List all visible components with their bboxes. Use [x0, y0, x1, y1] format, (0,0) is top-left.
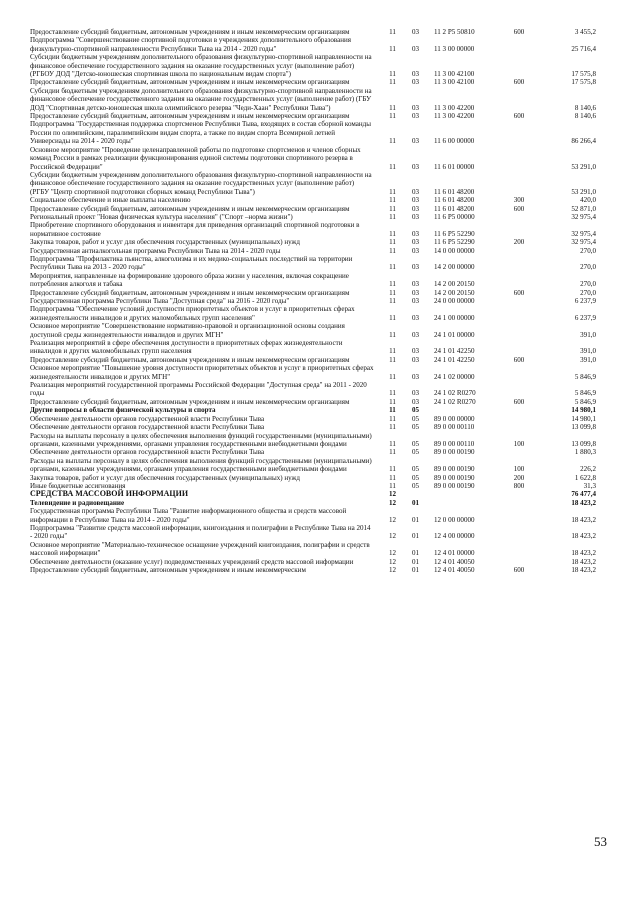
row-target-article-cell: 12 4 01 00000	[434, 549, 475, 558]
row-section-cell: 11	[389, 473, 396, 482]
row-expense-type-cell	[498, 541, 540, 558]
table-row	[30, 415, 596, 423]
row-amount-cell: 1 880,3	[574, 448, 596, 457]
row-subsection-cell: 03	[411, 103, 420, 112]
row-name-cell: Реализация мероприятий в сфере обеспечения доступности в приоритетных сферах жизнедеятельности инвалидов и других маломобильных групп населения	[30, 339, 343, 356]
table-row	[30, 36, 596, 53]
row-target-article-cell	[428, 406, 498, 414]
row-section-cell: 11	[389, 78, 396, 87]
row-subsection-cell: 01	[411, 498, 420, 507]
row-target-article-cell: 11 3 00 00000	[434, 44, 475, 53]
row-subsection-cell: 03	[411, 204, 420, 213]
row-section-cell: 11	[389, 187, 396, 196]
table-row	[30, 448, 596, 456]
row-amount-cell: 53 291,0	[571, 187, 596, 196]
row-subsection-cell: 01	[411, 557, 420, 566]
row-expense-type-cell	[498, 53, 540, 78]
table-row	[30, 28, 596, 36]
row-name-cell: Основное мероприятие "Повышение уровня доступности приоритетных объектов и услуг в приоритетных сферах жизнедеятельности инвалидов и других МГН"	[30, 364, 374, 381]
row-name-cell: Предоставление субсидий бюджетным, автономным учреждениям и иным некоммерческим организациям	[30, 78, 350, 87]
row-amount-cell: 420,0	[580, 196, 596, 205]
row-name-cell: Предоставление субсидий бюджетным, автономным учреждениям и иным некоммерческим организациям	[30, 204, 350, 213]
row-amount-cell: 8 140,6	[574, 112, 596, 121]
row-target-article-cell: 24 1 02 R0270	[434, 389, 476, 398]
row-amount-cell: 8 140,6	[574, 103, 596, 112]
row-target-article-cell: 11 6 01 48200	[434, 204, 475, 213]
row-target-article-cell: 89 0 00 00110	[434, 423, 475, 432]
row-subsection-cell: 05	[411, 465, 420, 474]
row-target-article-cell: 11 6 P5 00000	[434, 212, 475, 221]
row-name-cell: Предоставление субсидий бюджетным, автономным учреждениям и иным некоммерческим организациям	[30, 397, 350, 406]
row-subsection-cell: 03	[411, 397, 420, 406]
row-expense-type-cell: 800	[513, 481, 525, 490]
row-name-cell: Телевидение и радиовещание	[30, 498, 125, 507]
table-row	[30, 305, 596, 322]
row-name-cell: Предоставление субсидий бюджетным, автономным учреждениям и иным некоммерческим организациям	[30, 288, 350, 297]
row-target-article-cell: 11 6 P5 52290	[434, 229, 475, 238]
row-section-cell: 11	[389, 112, 396, 121]
row-subsection-cell: 03	[411, 263, 420, 272]
row-subsection-cell: 03	[411, 355, 420, 364]
budget-page	[30, 28, 596, 574]
table-row	[30, 432, 596, 449]
table-row	[30, 78, 596, 86]
row-name-cell: Приобретение спортивного оборудования и инвентаря для приведения организаций спортивной подготовки в нормативное состояние	[30, 221, 360, 238]
row-target-article-cell: 12 0 00 00000	[434, 515, 475, 524]
row-name-cell: Подпрограмма "Развитие средств массовой информации, книгоиздания и полиграфии в Республике Тыва на 2014 - 2020 годы"	[30, 523, 371, 541]
table-row	[30, 398, 596, 406]
row-expense-type-cell	[498, 322, 540, 339]
row-amount-cell: 17 575,8	[571, 78, 596, 87]
row-target-article-cell: 24 1 01 00000	[434, 330, 475, 339]
row-expense-type-cell: 100	[513, 439, 525, 448]
row-expense-type-cell	[498, 381, 540, 398]
row-section-cell: 12	[388, 532, 397, 541]
row-name-cell: Государственная антиалкогольная программа Республики Тыва на 2014 - 2020 годы	[30, 246, 281, 255]
row-target-article-cell: 24 0 00 00000	[434, 297, 475, 305]
row-target-article-cell: 11 6 00 00000	[434, 137, 475, 146]
row-section-cell: 11	[389, 406, 396, 415]
row-section-cell: 12	[388, 515, 397, 524]
row-section-cell: 11	[389, 297, 396, 305]
table-row	[30, 406, 596, 414]
row-expense-type-cell	[498, 213, 540, 221]
row-amount-cell: 76 477,4	[571, 490, 596, 499]
row-target-article-cell: 11 3 00 42100	[434, 70, 475, 79]
row-amount-cell: 14 980,1	[571, 414, 596, 423]
row-name-cell: Обеспечение деятельности (оказание услуг) подведомственных учреждений средств массовой информации	[30, 557, 354, 566]
row-target-article-cell: 24 1 02 R0270	[434, 397, 476, 406]
row-section-cell: 11	[389, 481, 396, 490]
table-row	[30, 364, 596, 381]
row-expense-type-cell	[498, 120, 540, 145]
row-name-cell: Расходы на выплаты персоналу в целях обеспечения выполнения функций государственными (муниципальными) органами, казенными учреждениями, органами управления государственными внебюджетными фондами	[30, 456, 372, 474]
table-row	[30, 196, 596, 204]
row-subsection-cell: 05	[411, 414, 420, 423]
row-amount-cell: 18 423,2	[571, 566, 596, 574]
row-amount-cell: 6 237,9	[574, 297, 596, 305]
row-section-cell: 11	[389, 397, 396, 406]
row-target-article-cell: 11 6 01 00000	[434, 162, 475, 171]
row-section-cell: 11	[389, 263, 396, 272]
row-section-cell: 11	[389, 229, 396, 238]
row-amount-cell: 31,3	[583, 481, 596, 490]
row-subsection-cell: 03	[411, 297, 420, 305]
row-section-cell: 11	[389, 204, 396, 213]
row-section-cell: 12	[388, 557, 397, 566]
row-subsection-cell: 03	[411, 238, 420, 247]
row-expense-type-cell: 600	[513, 28, 525, 36]
row-name-cell: Предоставление субсидий бюджетным, автономным учреждениям и иным некоммерческим	[30, 566, 306, 574]
row-subsection-cell: 03	[411, 70, 420, 79]
row-subsection-cell: 01	[411, 532, 420, 541]
row-subsection-cell: 03	[411, 187, 420, 196]
row-amount-cell: 25 716,4	[571, 44, 596, 53]
row-subsection-cell: 03	[411, 347, 420, 356]
row-target-article-cell: 12 4 01 40050	[434, 566, 475, 574]
row-section-cell: 11	[389, 465, 396, 474]
row-section-cell: 11	[389, 103, 396, 112]
row-expense-type-cell	[498, 507, 540, 524]
table-row	[30, 499, 596, 507]
row-expense-type-cell	[498, 87, 540, 112]
row-expense-type-cell: 600	[513, 112, 525, 121]
row-subsection-cell: 03	[411, 313, 420, 322]
row-expense-type-cell	[498, 423, 540, 431]
row-target-article-cell: 11 6 01 48200	[434, 196, 475, 205]
row-subsection-cell: 05	[411, 473, 420, 482]
row-section-cell: 11	[389, 280, 396, 289]
row-amount-cell: 3 455,2	[574, 28, 596, 36]
row-section-cell: 12	[388, 566, 397, 574]
row-section-cell: 11	[389, 439, 396, 448]
row-amount-cell: 53 291,0	[571, 162, 596, 171]
row-section-cell: 11	[389, 448, 396, 457]
row-name-cell: Подпрограмма "Совершенствование спортивной подготовки в учреждениях дополнительного образования физкультурно-спортивной направленности Республики Тыва на 2014 - 2020 годы"	[30, 36, 351, 53]
row-amount-cell: 32 975,4	[571, 229, 596, 238]
row-expense-type-cell	[498, 339, 540, 356]
row-name-cell: Мероприятия, направленные на формирование здорового образа жизни у населения, включая сокращение потребления алкоголя и табака	[30, 271, 349, 289]
row-name-cell: Иные бюджетные ассигнования	[30, 481, 126, 490]
table-row	[30, 566, 596, 574]
row-expense-type-cell: 600	[513, 288, 525, 297]
row-target-article-cell: 11 3 00 42200	[434, 103, 475, 112]
row-section-cell: 11	[389, 330, 396, 339]
row-section-cell: 12	[388, 549, 397, 558]
row-section-cell: 11	[389, 288, 396, 297]
table-row	[30, 297, 596, 305]
row-subsection-cell: 03	[411, 389, 420, 398]
table-row	[30, 541, 596, 558]
table-row	[30, 205, 596, 213]
row-expense-type-cell: 600	[513, 355, 525, 364]
row-name-cell: Обеспечение деятельности органов государственной власти Республики Тыва	[30, 423, 265, 432]
row-amount-cell: 6 237,9	[574, 313, 596, 322]
table-row	[30, 238, 596, 246]
table-row	[30, 507, 596, 524]
row-expense-type-cell	[498, 247, 540, 255]
row-expense-type-cell	[498, 415, 540, 423]
row-target-article-cell: 12 4 00 00000	[434, 532, 475, 541]
row-subsection-cell: 03	[411, 212, 420, 221]
row-amount-cell: 226,2	[580, 465, 596, 474]
table-row	[30, 213, 596, 221]
row-expense-type-cell: 600	[513, 78, 525, 87]
row-subsection-cell: 05	[411, 448, 420, 457]
row-name-cell: Обеспечение деятельности органов государственной власти Республики Тыва	[30, 448, 265, 457]
row-expense-type-cell: 300	[513, 196, 525, 205]
row-subsection-cell: 03	[411, 288, 420, 297]
row-subsection-cell: 01	[411, 549, 420, 558]
row-amount-cell: 32 975,4	[571, 212, 596, 221]
row-expense-type-cell	[498, 499, 540, 507]
row-target-article-cell: 24 1 00 00000	[434, 313, 475, 322]
row-name-cell: Закупка товаров, работ и услуг для обеспечения государственных (муниципальных) нужд	[30, 473, 300, 482]
table-row	[30, 490, 596, 498]
row-section-cell: 12	[388, 498, 397, 507]
row-expense-type-cell: 600	[513, 204, 525, 213]
row-section-cell: 11	[389, 196, 396, 205]
row-section-cell: 11	[389, 313, 396, 322]
table-row	[30, 524, 596, 541]
row-target-article-cell: 11 3 00 42200	[434, 112, 475, 121]
row-name-cell: Подпрограмма "Государственная поддержка спортсменов Республики Тыва, входящих в состав сборной команды России по олимпийским, паралимпийским видам спорта, а также по видам спорта Всемирной летней Универсиады на 2014 - 2020 годы"	[30, 120, 371, 146]
table-row	[30, 146, 596, 171]
row-amount-cell: 391,0	[580, 347, 596, 356]
row-subsection-cell: 03	[411, 229, 420, 238]
row-expense-type-cell: 100	[513, 465, 525, 474]
row-amount-cell: 32 975,4	[571, 238, 596, 247]
row-name-cell: Реализация мероприятий государственной программы Российской Федерации "Доступная среда" на 2011 - 2020 годы	[30, 381, 367, 398]
row-expense-type-cell	[498, 305, 540, 322]
row-target-article-cell: 14 0 00 00000	[434, 246, 475, 255]
row-target-article-cell: 24 1 01 42250	[434, 347, 475, 356]
row-target-article-cell	[428, 490, 498, 498]
row-target-article-cell: 11 2 P5 50810	[434, 28, 475, 36]
row-name-cell: Предоставление субсидий бюджетным, автономным учреждениям и иным некоммерческим организациям	[30, 112, 350, 121]
table-row	[30, 289, 596, 297]
row-section-cell: 11	[389, 347, 396, 356]
row-expense-type-cell: 200	[513, 238, 525, 247]
table-row	[30, 558, 596, 566]
row-expense-type-cell: 600	[513, 566, 525, 574]
row-name-cell: Региональный проект "Новая физическая культура населения" ("Спорт –норма жизни")	[30, 212, 293, 221]
row-name-cell: Предоставление субсидий бюджетным, автономным учреждениям и иным некоммерческим организациям	[30, 28, 350, 36]
row-section-cell: 11	[389, 423, 396, 432]
row-amount-cell: 270,0	[580, 288, 596, 297]
row-amount-cell: 18 423,2	[571, 515, 596, 524]
row-subsection-cell: 03	[411, 372, 420, 381]
row-subsection-cell: 03	[411, 112, 420, 121]
row-amount-cell: 5 846,9	[574, 397, 596, 406]
row-amount-cell: 52 871,0	[571, 204, 596, 213]
row-section-cell: 11	[389, 162, 396, 171]
row-subsection-cell: 03	[411, 78, 420, 87]
row-expense-type-cell	[498, 558, 540, 566]
row-name-cell: Основное мероприятие "Совершенствование нормативно-правовой и организационной основы создания доступной среды жизнедеятельности инвалидов и других МГН"	[30, 322, 345, 339]
table-row	[30, 171, 596, 196]
row-amount-cell: 13 099,8	[571, 439, 596, 448]
row-amount-cell: 18 423,2	[571, 498, 596, 507]
row-amount-cell: 270,0	[580, 246, 596, 255]
page-number: 53	[594, 834, 607, 849]
table-row	[30, 322, 596, 339]
row-expense-type-cell	[498, 221, 540, 238]
table-row	[30, 457, 596, 474]
row-subsection-cell: 05	[411, 406, 420, 415]
budget-table	[30, 28, 596, 574]
row-amount-cell: 18 423,2	[571, 557, 596, 566]
row-subsection-cell: 03	[411, 162, 420, 171]
table-row	[30, 247, 596, 255]
row-target-article-cell: 89 0 00 00190	[434, 473, 475, 482]
row-amount-cell: 5 846,9	[574, 372, 596, 381]
table-row	[30, 356, 596, 364]
row-subsection-cell: 05	[411, 439, 420, 448]
row-name-cell: Государственная программа Республики Тыва "Доступная среда" на 2016 - 2020 годы"	[30, 297, 290, 305]
table-row	[30, 87, 596, 112]
row-target-article-cell: 24 1 01 42250	[434, 355, 475, 364]
row-name-cell: Социальное обеспечение и иные выплаты населению	[30, 196, 191, 205]
row-target-article-cell: 14 2 00 20150	[434, 280, 475, 289]
row-amount-cell: 1 622,8	[574, 473, 596, 482]
row-subsection-cell: 03	[411, 28, 420, 36]
row-expense-type-cell: 200	[513, 473, 525, 482]
table-row	[30, 120, 596, 145]
row-subsection-cell	[403, 490, 428, 498]
table-row	[30, 381, 596, 398]
row-amount-cell: 13 099,8	[571, 423, 596, 432]
row-target-article-cell: 89 0 00 00190	[434, 465, 475, 474]
row-target-article-cell: 12 4 01 40050	[434, 557, 475, 566]
row-subsection-cell: 03	[411, 246, 420, 255]
row-expense-type-cell	[498, 36, 540, 53]
row-name-cell: Основное мероприятие "Проведение целенаправленной работы по подготовке спортсменов и членов сборных команд России в рамках реализации функционирования единой системы подготовки спортивного резерва в Российской Федерации"	[30, 145, 361, 171]
row-section-cell: 11	[389, 414, 396, 423]
table-row	[30, 255, 596, 272]
row-section-cell: 11	[389, 28, 396, 36]
row-subsection-cell: 03	[411, 280, 420, 289]
row-amount-cell: 270,0	[580, 280, 596, 289]
row-target-article-cell: 89 0 00 00110	[434, 439, 475, 448]
row-amount-cell: 17 575,8	[571, 70, 596, 79]
row-target-article-cell: 11 3 00 42100	[434, 78, 475, 87]
table-row	[30, 112, 596, 120]
row-expense-type-cell	[498, 272, 540, 289]
row-subsection-cell: 03	[411, 196, 420, 205]
row-name-cell: Государственная программа Республики Тыва "Развитие информационного общества и средств массовой информации в Республике Тыва на 2014 - 2020 годы"	[30, 507, 347, 524]
row-subsection-cell: 01	[411, 566, 420, 574]
row-section-cell: 11	[389, 238, 396, 247]
row-name-cell: Подпрограмма "Обеспечение условий доступности приоритетных объектов и услуг в приоритетных сферах жизнедеятельности инвалидов и других маломобильных групп населения"	[30, 305, 355, 322]
row-name-cell: Закупка товаров, работ и услуг для обеспечения государственных (муниципальных) нужд	[30, 238, 300, 247]
row-expense-type-cell	[498, 297, 540, 305]
row-subsection-cell: 05	[411, 481, 420, 490]
row-name-cell: Подпрограмма "Профилактика пьянства, алкоголизма и их медико-социальных последствий на территории Республики Тыва на 2013 - 2020 годы"	[30, 254, 353, 272]
row-amount-cell: 86 266,4	[571, 137, 596, 146]
row-section-cell: 11	[389, 44, 396, 53]
row-target-article-cell: 89 0 00 00190	[434, 448, 475, 457]
row-section-cell: 12	[388, 490, 397, 499]
budget-table-body	[30, 28, 596, 574]
table-row	[30, 53, 596, 78]
row-subsection-cell: 03	[411, 330, 420, 339]
table-row	[30, 474, 596, 482]
row-amount-cell: 270,0	[580, 263, 596, 272]
row-target-article-cell: 14 2 00 00000	[434, 263, 475, 272]
row-subsection-cell: 01	[411, 515, 420, 524]
row-expense-type-cell	[498, 524, 540, 541]
row-section-cell: 11	[389, 212, 396, 221]
row-expense-type-cell	[498, 364, 540, 381]
table-row	[30, 423, 596, 431]
row-expense-type-cell	[498, 406, 540, 414]
row-name-cell: Основное мероприятие "Материально-техническое оснащение учреждений книгоиздания, полиграфии и средств массовой информации"	[30, 540, 370, 558]
row-amount-cell: 18 423,2	[571, 549, 596, 558]
row-subsection-cell: 05	[411, 423, 420, 432]
table-row	[30, 221, 596, 238]
row-amount-cell: 18 423,2	[571, 532, 596, 541]
row-expense-type-cell	[498, 255, 540, 272]
row-expense-type-cell	[498, 146, 540, 171]
row-section-cell: 11	[389, 372, 396, 381]
row-name-cell: СРЕДСТВА МАССОВОЙ ИНФОРМАЦИИ	[30, 489, 189, 499]
row-target-article-cell: 89 0 00 00190	[434, 481, 475, 490]
table-row	[30, 339, 596, 356]
row-name-cell: Субсидии бюджетным учреждениям дополнительного образования физкультурно-спортивной направленности на финансовое обеспечение государственного задания на оказание государственных услуг (выполнение работ) (РГБОУ ДОД "Детско-юношеская спортивная школа по национальным видам спорта")	[30, 53, 372, 79]
row-section-cell: 11	[389, 137, 396, 146]
row-subsection-cell: 03	[411, 137, 420, 146]
row-expense-type-cell: 600	[513, 397, 525, 406]
row-amount-cell: 5 846,9	[574, 389, 596, 398]
row-expense-type-cell	[498, 448, 540, 456]
row-target-article-cell: 89 0 00 00000	[434, 414, 475, 423]
row-amount-cell: 391,0	[580, 330, 596, 339]
row-amount-cell: 391,0	[580, 355, 596, 364]
row-section-cell: 11	[389, 389, 396, 398]
row-target-article-cell	[428, 499, 498, 507]
row-name-cell: Субсидии бюджетным учреждениям дополнительного образования физкультурно-спортивной направленности на финансовое обеспечение государственного задания на оказание государственных услуг (выполнение работ) (РГБУ "Центр спортивной подготовки сборных команд Республики Тыва")	[30, 170, 372, 196]
row-expense-type-cell	[498, 171, 540, 196]
row-name-cell: Расходы на выплаты персоналу в целях обеспечения выполнения функций государственными (муниципальными) органами, казенными учреждениями, органами управления государственными внебюджетными фондами	[30, 431, 372, 448]
row-target-article-cell: 24 1 02 00000	[434, 372, 475, 381]
table-row	[30, 272, 596, 289]
row-expense-type-cell	[498, 490, 540, 498]
row-name-cell: Субсидии бюджетным учреждениям дополнительного образования физкультурно-спортивной направленности на финансовое обеспечение государственного задания на оказание государственных услуг (выполнение работ) (ГБУ ДОД "Спортивная детско-юношеская школа олимпийского резерва "Чеди-Хаан" Республики Тыва")	[30, 86, 372, 112]
row-subsection-cell: 03	[411, 44, 420, 53]
row-section-cell: 11	[389, 355, 396, 364]
row-target-article-cell: 11 6 01 48200	[434, 187, 475, 196]
row-section-cell: 11	[389, 246, 396, 255]
row-amount-cell: 14 980,1	[571, 406, 596, 415]
row-name-cell: Другие вопросы в области физической культуры и спорта	[30, 406, 216, 415]
row-name-cell: Обеспечение деятельности органов государственной власти Республики Тыва	[30, 414, 265, 423]
row-target-article-cell: 11 6 P5 52290	[434, 238, 475, 247]
row-target-article-cell: 14 2 00 20150	[434, 288, 475, 297]
row-name-cell: Предоставление субсидий бюджетным, автономным учреждениям и иным некоммерческим организациям	[30, 355, 350, 364]
row-section-cell: 11	[389, 70, 396, 79]
